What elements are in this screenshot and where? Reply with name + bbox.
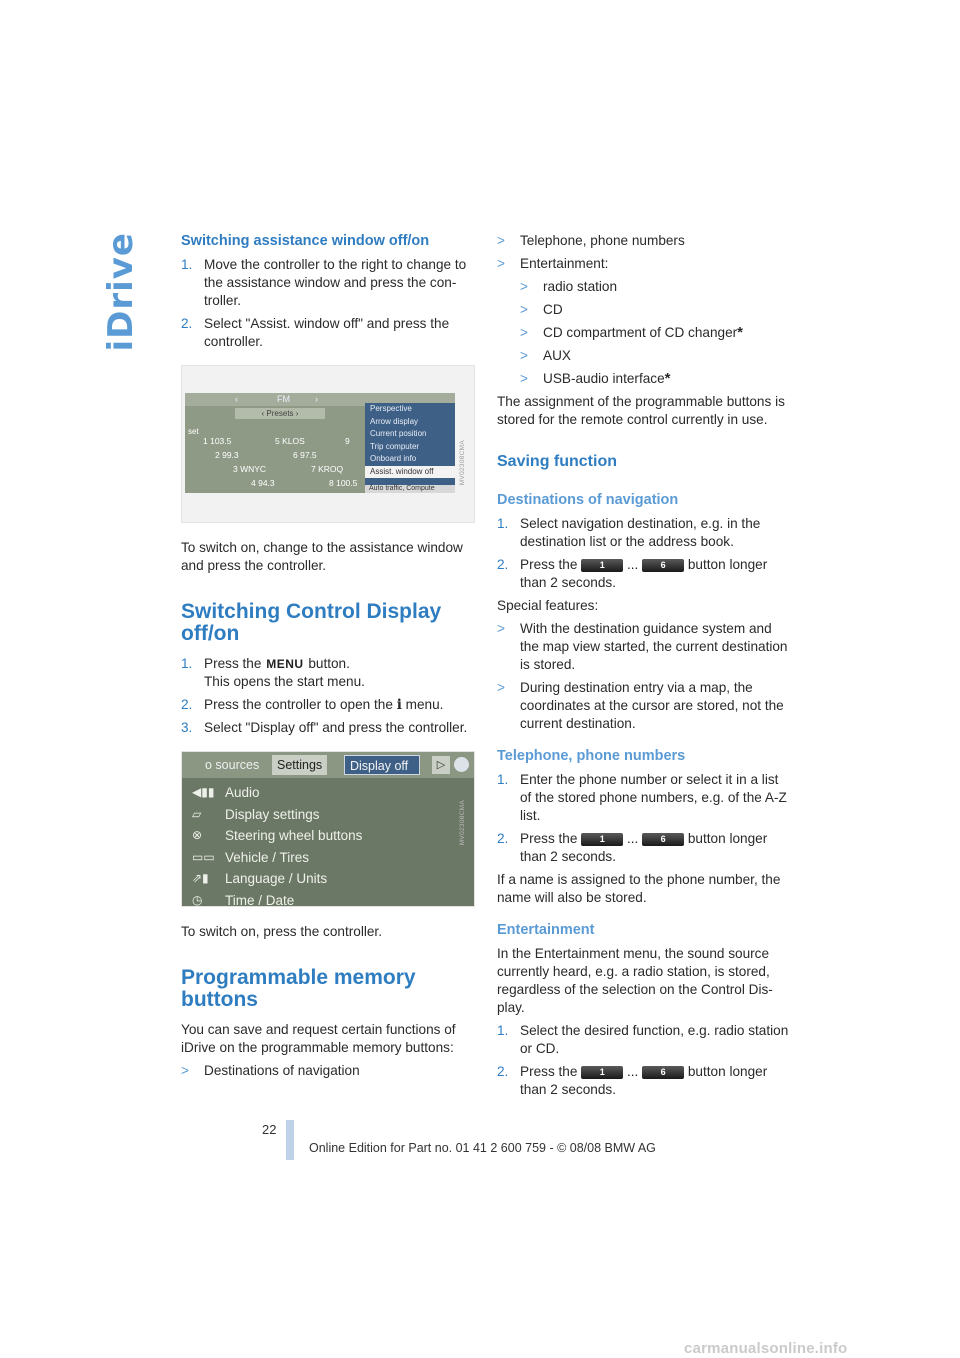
radio-screen — [185, 393, 455, 493]
menu-item: Current position — [370, 429, 427, 438]
left-column — [181, 232, 473, 1085]
language-icon: ⇗▮ — [192, 871, 209, 885]
footer-credit: carmanualsonline.info — [684, 1340, 848, 1357]
heading-assistance-window: Switching assistance window off/on — [181, 233, 430, 249]
display-steps — [181, 655, 473, 737]
memory-button-1-icon: 1 — [581, 1066, 623, 1079]
paragraph: Special features: — [497, 598, 599, 613]
settings-screenshot — [181, 751, 475, 907]
list-item: 1. Select the desired function, e.g. radio station or CD. — [497, 1023, 789, 1056]
list-item: 3. Select "Display off" and press the controller. — [181, 720, 468, 735]
menu-item: Perspective — [370, 404, 412, 413]
list-item: ⇗▮ Language / Units — [182, 868, 474, 890]
list-item: > With the destination guidance system and the map view started, the current destination is stored. — [497, 621, 788, 672]
info-icon: i — [396, 697, 402, 713]
footer-bar — [286, 1120, 294, 1160]
entertainment-sources — [520, 278, 789, 388]
table-row: 4 94.3 8 100.5 — [251, 478, 358, 488]
optional-marker: * — [737, 324, 744, 341]
list-item: 1. Select navigation destination, e.g. in the destination list or the address book. — [497, 516, 761, 549]
memory-button-1-icon: 1 — [581, 833, 623, 846]
table-row: 1 103.5 5 KLOS 9 — [203, 436, 350, 446]
image-code: MV02308CMA — [459, 440, 466, 486]
heading-destinations: Destinations of navigation — [497, 492, 679, 508]
table-row: 3 WNYC 7 KROQ — [233, 464, 344, 474]
ent-steps — [497, 1022, 789, 1099]
footer-edition: Online Edition for Part no. 01 41 2 600 759 - © 08/08 BMW AG — [309, 1141, 656, 1155]
list-item: > During destination entry via a map, the coordinates at the cursor are stored, not the current destination. — [497, 680, 784, 731]
settings-list — [182, 782, 474, 906]
display-icon: ▱ — [192, 806, 202, 821]
paragraph: If a name is assigned to the phone number, the name will also be stored. — [497, 872, 781, 905]
list-item: > CD — [520, 302, 563, 317]
list-item: 2. Press the 1 ... 6 button longer than 2 seconds. — [497, 1064, 768, 1097]
play-icon: ▷ — [432, 756, 450, 774]
list-item: > Destinations of navigation — [181, 1063, 360, 1078]
heading-entertainment: Entertainment — [497, 922, 595, 938]
menu-item: Onboard info — [370, 454, 417, 463]
heading-saving-function: Saving function — [497, 453, 617, 470]
page-number: 22 — [262, 1122, 277, 1137]
memory-button-6-icon: 6 — [642, 1066, 684, 1079]
preset-list — [185, 434, 360, 490]
paragraph: To switch on, change to the assistance window and press the controller. — [181, 540, 463, 573]
paragraph: To switch on, press the controller. — [181, 924, 382, 939]
memory-button-6-icon: 6 — [642, 559, 684, 572]
paragraph: In the Entertainment menu, the sound source currently heard, e.g. a radio station, is stored, regardless of the selection on the Control Display. — [497, 946, 773, 1015]
screen-tabs — [182, 752, 474, 778]
assistance-menu — [365, 403, 455, 485]
menu-item: Trip computer — [370, 441, 420, 451]
list-item: 1. Enter the phone number or select it in a list of the stored phone numbers, e.g. of the A-Z list. — [497, 772, 787, 823]
heading-programmable-buttons: Programmable memory buttons — [181, 966, 416, 1011]
list-item: 1. Press the MENU button. This opens the start menu. — [181, 656, 365, 689]
list-item: > Telephone, phone numbers — [497, 233, 685, 248]
memory-button-1-icon: 1 — [581, 559, 623, 572]
list-item: ▱ Display settings — [182, 804, 474, 826]
audio-icon: ◀▮▮ — [192, 785, 215, 799]
menu-item: Arrow display — [370, 416, 419, 426]
prog-list-continued — [497, 232, 789, 273]
tab-sources: o sources — [205, 758, 260, 772]
menu-button-icon: MENU — [266, 657, 304, 671]
list-item: ◀▮▮ Audio — [182, 782, 474, 804]
list-item: 1. Move the controller to the right to change to the assistance window and press the controller. — [181, 257, 467, 308]
settings-screen — [182, 752, 474, 906]
right-column — [497, 232, 789, 1104]
optional-marker: * — [664, 370, 671, 387]
tab-display-off: Display off — [344, 755, 420, 775]
list-item: > USB-audio interface* — [520, 370, 671, 387]
list-item: > CD compartment of CD changer* — [520, 324, 744, 341]
list-item: ◷ Time / Date — [182, 890, 474, 907]
assist-steps — [181, 256, 473, 351]
image-code: MV02308CMA — [459, 800, 466, 846]
clock-icon: ◷ — [192, 892, 203, 906]
list-item: 2. Press the 1 ... 6 button longer than 2 seconds. — [497, 557, 768, 590]
list-item: ⊗ Steering wheel buttons — [182, 825, 474, 847]
list-item: 2. Press the 1 ... 6 button longer than 2 seconds. — [497, 831, 768, 864]
paragraph: The assignment of the programmable buttons is stored for the remote control currently in use. — [497, 394, 785, 427]
heading-control-display: Switching Control Display off/on — [181, 600, 442, 645]
list-item: 2. Select "Assist. window off" and press the controller. — [181, 316, 450, 349]
special-features — [497, 620, 789, 733]
list-item: > Entertainment: — [497, 256, 609, 271]
presets-label: ‹ Presets › — [235, 408, 325, 419]
section-tab: iDrive — [101, 232, 141, 352]
paragraph: You can save and request certain functions of iDrive on the programmable memory buttons: — [181, 1022, 456, 1055]
vehicle-icon: ▭▭ — [192, 849, 215, 864]
heading-telephone: Telephone, phone numbers — [497, 748, 686, 764]
set-label: set — [188, 427, 199, 436]
screen-header: ‹ FM › — [185, 393, 455, 406]
prog-list — [181, 1062, 473, 1080]
list-item: > radio station — [520, 279, 618, 294]
table-row: 2 99.3 6 97.5 — [215, 450, 317, 460]
assistance-window-screenshot — [181, 365, 475, 523]
controller-icon — [454, 757, 469, 772]
tab-settings: Settings — [272, 755, 327, 775]
screen-footer-strip: Auto traffic, Compute — [365, 485, 455, 493]
memory-button-6-icon: 6 — [642, 833, 684, 846]
steering-wheel-icon: ⊗ — [192, 828, 203, 842]
list-item: > AUX — [520, 348, 571, 363]
list-item: ▭▭ Vehicle / Tires — [182, 847, 474, 869]
list-item: 2. Press the controller to open the i menu. — [181, 697, 444, 713]
dest-steps — [497, 515, 789, 592]
phone-steps — [497, 771, 789, 866]
menu-item-selected: Assist. window off — [365, 466, 455, 479]
